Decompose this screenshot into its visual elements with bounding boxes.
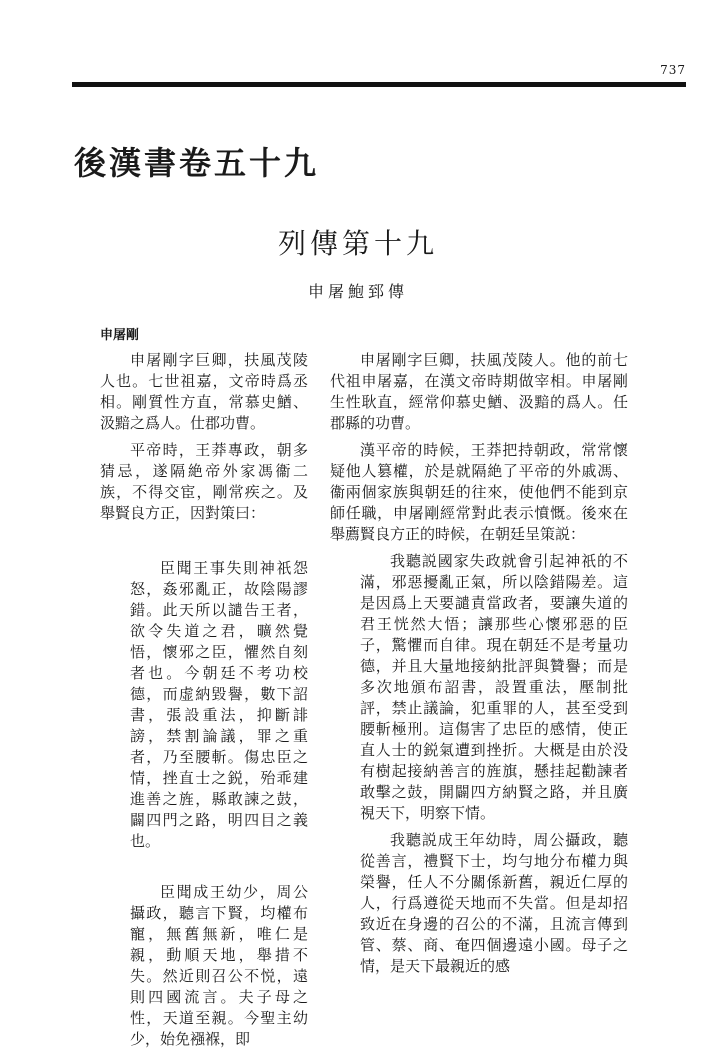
translation-paragraph: 申屠剛字巨卿，扶風茂陵人。他的前七代祖申屠嘉，在漢文帝時期做宰相。申屠剛生性耿直，經常仰慕史鰌、汲黯的爲人。任郡縣的功曹。 bbox=[330, 351, 628, 432]
classical-quote: 臣聞王事失則神祇怨怒，姦邪亂正，故陰陽謬錯。此天所以譴告王者，欲令失道之君，曠然覺悟，懷邪之臣，懼然自刻者也。今朝廷不考功校德，而虚納毀譽，數下詔書，張設重法，抑斷誹謗，禁割論議，罪之重者，乃至腰斬。傷忠臣之情，挫直士之鋭，殆乖建進善之旌，縣敢諫之鼓，闢四門之路，明四目之義也。 bbox=[130, 559, 308, 850]
book-title: 後漢書卷五十九 bbox=[74, 144, 320, 182]
classical-paragraph: 申屠剛字巨卿，扶風茂陵人也。七世祖嘉，文帝時爲丞相。剛質性方直，常慕史鰌、汲黯之爲人。仕郡功曹。 bbox=[100, 351, 308, 432]
page-number: 737 bbox=[660, 63, 686, 77]
chapter-subtitle: 申屠鮑郅傳 bbox=[307, 282, 408, 301]
translation-paragraph: 漢平帝的時候，王莽把持朝政，常常懷疑他人篡權，於是就隔絶了平帝的外戚馮、衞兩個家族與朝廷的往來，使他們不能到京師任職，申屠剛經常對此表示憤慨。後來在舉薦賢良方正的時候，在朝廷呈策説： bbox=[330, 441, 628, 543]
modern-translation-column bbox=[330, 325, 628, 983]
header-rule bbox=[72, 82, 686, 87]
classical-paragraph: 平帝時，王莽專政，朝多猜忌，遂隔絶帝外家馮衞二族，不得交宦，剛常疾之。及舉賢良方正，因對策曰： bbox=[100, 441, 308, 522]
section-heading: 申屠剛 bbox=[100, 328, 140, 343]
translation-quote: 我聽説國家失政就會引起神祇的不滿，邪惡擾亂正氣，所以陰錯陽差。這是因爲上天要譴責當政者，要讓失道的君王恍然大悟；讓那些心懷邪惡的臣子，驚懼而自律。現在朝廷不是考量功德，并且大量地接納批評與贊譽；而是多次地頒布詔書，設置重法，壓制批評，禁止議論，犯重罪的人，甚至受到腰斬極刑。這傷害了忠臣的感情，使正直人士的鋭氣遭到挫折。大概是由於没有樹起接納善言的旌旗，懸挂起勸諫者敢擊之鼓，開闢四方納賢之路，并且廣視天下，明察下情。 bbox=[360, 552, 628, 822]
classical-text-column bbox=[100, 325, 308, 1056]
chapter-title: 列傳第十九 bbox=[277, 227, 438, 260]
translation-quote: 我聽説成王年幼時，周公攝政，聽從善言，禮賢下士，均勻地分布權力與榮譽，任人不分關係新舊，親近仁厚的人，行爲遵從天地而不失當。但是却招致近在身邊的召公的不滿，且流言傳到管、蔡、商、奄四個邊遠小國。母子之情，是天下最親近的感 bbox=[360, 831, 628, 975]
classical-quote: 臣聞成王幼少，周公攝政，聽言下賢，均權布寵，無舊無新，唯仁是親，動順天地，舉措不失。然近則召公不悦，遠則四國流言。夫子母之性，天道至親。今聖主幼少，始免襁褓，即 bbox=[130, 883, 308, 1048]
